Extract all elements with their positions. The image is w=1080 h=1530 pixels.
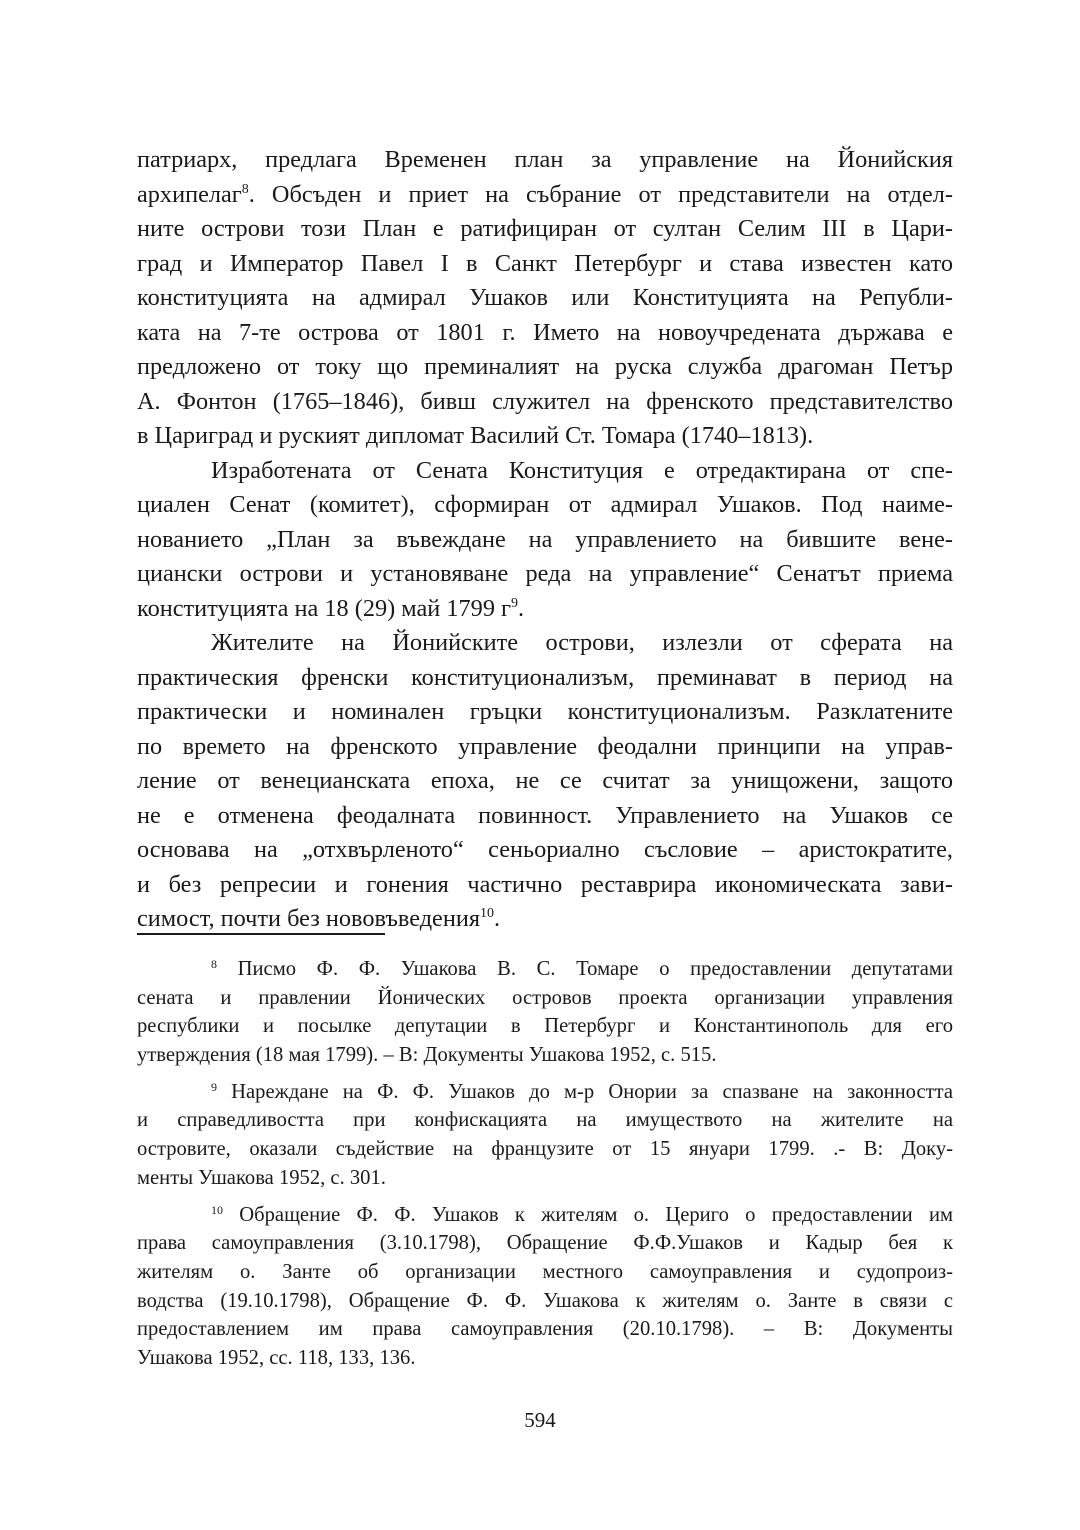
text-span: . xyxy=(518,594,525,622)
footnote-9 xyxy=(137,1078,953,1193)
main-text xyxy=(137,143,953,937)
text-line: в Цариград и руският дипломат Василий Ст. Томара (1740–1813). xyxy=(137,422,814,449)
footnote-line xyxy=(137,1201,953,1230)
text-line: ните острови този План е ратифициран от султан Селим III в Цари- xyxy=(137,215,953,242)
text-span: Нареждане на Ф. Ф. Ушаков до м-р Онории за спазване на законността xyxy=(231,1080,953,1103)
footnote-line: предоставлением им права самоуправления (20.10.1798). – В: Документы xyxy=(137,1318,953,1341)
footnote-ref-8[interactable]: 8 xyxy=(241,181,249,197)
footnote-line xyxy=(137,955,953,984)
text-line: по времето на френското управление феодални принципи на управ- xyxy=(137,732,953,760)
text-line: Изработената от Сената Конституция е отредактирана от спе- xyxy=(211,456,953,484)
text-span: Писмо Ф. Ф. Ушакова В. С. Томаре о предоставлении депутатами xyxy=(237,958,953,980)
footnote-number: 9 xyxy=(211,1079,217,1094)
footnote-ref-10[interactable]: 10 xyxy=(480,906,495,921)
text-line: предложено от току що преминалият на руска служба драгоман Петър xyxy=(137,353,953,380)
text-span: Обращение Ф. Ф. Ушаков к жителям о. Цериго о предоставлении им xyxy=(239,1203,953,1226)
paragraph-2 xyxy=(137,454,953,627)
footnote-line: права самоуправления (3.10.1798), Обращение Ф.Ф.Ушаков и Кадыр бея к xyxy=(137,1232,953,1255)
text-span: . xyxy=(494,905,501,932)
text-span: . Обсъден и приет на събрание от представители на отдел- xyxy=(248,180,953,208)
text-line xyxy=(137,178,953,213)
footnote-gap xyxy=(137,1070,953,1078)
text-line: и без репресии и гонения частично реставрира икономическата зави- xyxy=(137,870,953,898)
page-number: 594 xyxy=(524,1408,556,1432)
text-line xyxy=(137,592,953,627)
footnote-line: островите, оказали съдействие на французите от 15 януари 1799. .- В: Доку- xyxy=(137,1138,953,1161)
footnote-line: жителям о. Занте об организации местного самоуправления и судопроиз- xyxy=(137,1260,953,1283)
footnote-gap xyxy=(137,1193,953,1201)
footnote-8 xyxy=(137,955,953,1070)
footnote-line: и справедливостта при конфискацията на имуществото на жителите на xyxy=(137,1109,953,1132)
footnote-line: водства (19.10.1798), Обращение Ф. Ф. Ушакова к жителям о. Занте в связи с xyxy=(137,1289,953,1312)
paragraph-1 xyxy=(137,143,953,454)
text-line: циален Сенат (комитет), сформиран от адмирал Ушаков. Под наиме- xyxy=(137,491,953,518)
footnote-line: Ушакова 1952, сс. 118, 133, 136. xyxy=(137,1346,416,1369)
text-line: не е отменена феодалната повинност. Управлението на Ушаков се xyxy=(137,801,953,829)
text-line: циански острови и установяване реда на управление“ Сенатът приема xyxy=(137,560,953,587)
text-line: ление от венецианската епоха, не се считат за унищожени, защото xyxy=(137,767,953,794)
text-line: ката на 7-те острова от 1801 г. Името на новоучредената държава е xyxy=(137,318,953,346)
footnote-ref-9[interactable]: 9 xyxy=(511,595,519,611)
text-line: практически и номинален гръцки конституционализъм. Разклатените xyxy=(137,698,953,725)
footnote-number: 10 xyxy=(211,1202,223,1217)
footnote-line: сената и правлении Йонических островов проекта организации управления xyxy=(137,986,953,1009)
text-span: симост, почти без нововъведения xyxy=(137,905,481,932)
text-line: нованието „План за въвеждане на управлението на бившите вене- xyxy=(137,525,953,553)
footnote-line: менты Ушакова 1952, с. 301. xyxy=(137,1166,386,1189)
text-line: основава на „отхвърленото“ сеньориално съсловие – аристократите, xyxy=(137,836,953,863)
text-line: патриарх, предлага Временен план за управление на Йонийския xyxy=(137,146,953,173)
footnote-line xyxy=(137,1078,953,1107)
footnote-10 xyxy=(137,1201,953,1373)
text-line: практическия френски конституционализъм, преминават в период на xyxy=(137,663,953,691)
text-line: А. Фонтон (1765–1846), бивш служител на френското представителство xyxy=(137,387,953,415)
footnotes xyxy=(137,955,953,1373)
text-line: Жителите на Йонийските острови, излезли от сферата на xyxy=(211,629,953,656)
text-line: град и Император Павел I в Санкт Петербург и става известен като xyxy=(137,249,953,277)
text-span: архипелаг xyxy=(137,180,242,208)
text-span: конституцията на 18 (29) май 1799 г xyxy=(137,594,512,622)
text-line xyxy=(137,902,953,937)
footnote-line: утверждения (18 мая 1799). – В: Документы Ушакова 1952, с. 515. xyxy=(137,1044,717,1067)
footnote-number: 8 xyxy=(211,957,217,971)
paragraph-3 xyxy=(137,626,953,937)
footnote-separator xyxy=(137,933,385,935)
footnote-line: республики и посылке депутации в Петербург и Константинополь для его xyxy=(137,1015,953,1038)
text-line: конституцията на адмирал Ушаков или Конституцията на Републи- xyxy=(137,284,953,311)
